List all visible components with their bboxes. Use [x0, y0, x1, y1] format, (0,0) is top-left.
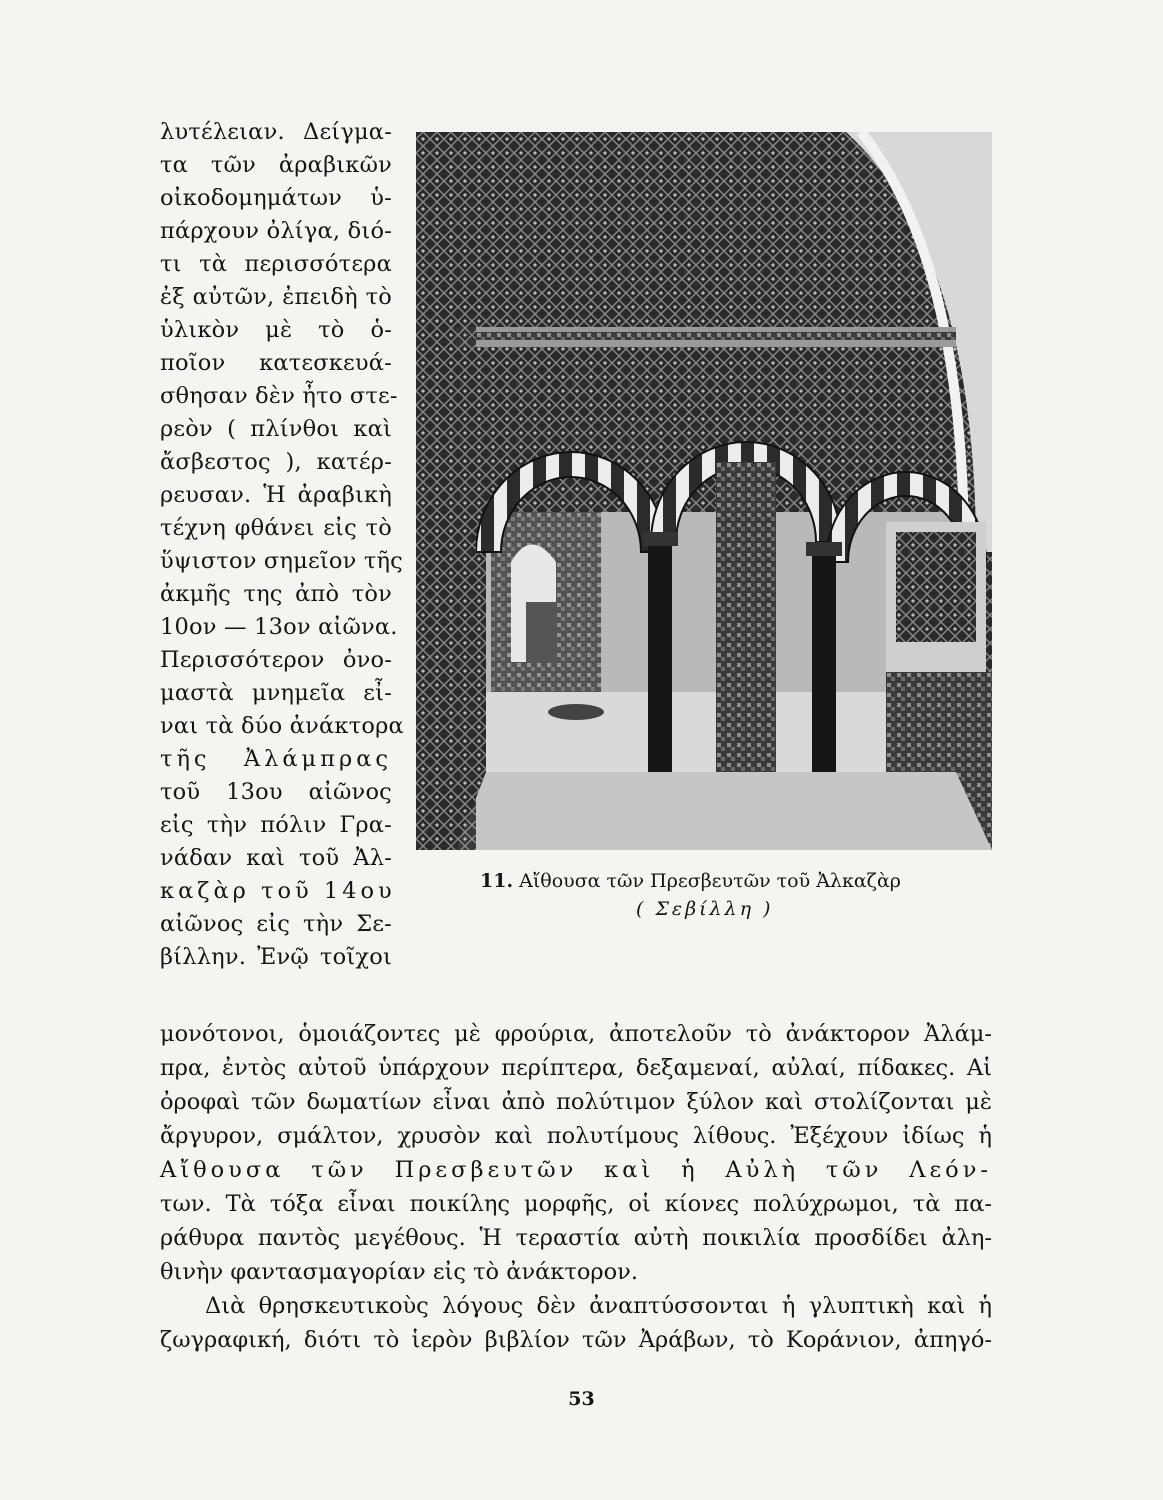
figure-caption: [480, 868, 901, 894]
text-line: τέχνη φθάνει εἰς τὸ: [160, 515, 392, 541]
text-line: ρευσαν. Ἡ ἀραβικὴ: [160, 482, 392, 508]
text-line: Περισσότερον ὀνο-: [160, 647, 392, 673]
text-line: Αἴθουσα τῶν Πρεσβευτῶν καὶ ἡ Αὐλὴ τῶν Λεόν-: [160, 1157, 992, 1183]
text-line: ὑλικὸν μὲ τὸ ὁ-: [160, 317, 392, 343]
text-line: τῆς Ἀλάμπρας: [160, 746, 392, 772]
text-line: πρα, ἐντὸς αὐτοῦ ὑπάρχουν περίπτερα, δεξαμεναί, αὐλαί, πίδακες. Αἱ: [160, 1055, 992, 1081]
text-line: ἄσβεστος ), κατέρ-: [160, 449, 392, 475]
text-line: οἰκοδομημάτων ὑ-: [160, 185, 392, 211]
text-line: ποῖον κατεσκευά-: [160, 350, 392, 376]
text-line: ναι τὰ δύο ἀνάκτορα: [160, 713, 404, 739]
text-line: καζὰρ τοῦ 14ου: [160, 878, 396, 904]
text-line: τοῦ 13ου αἰῶνος: [160, 779, 392, 805]
text-line: αἰῶνος εἰς τὴν Σε-: [160, 911, 392, 937]
text-line: τα τῶν ἀραβικῶν: [160, 152, 392, 178]
text-line: Διὰ θρησκευτικοὺς λόγους δὲν ἀναπτύσσονται ἡ γλυπτικὴ καὶ ἡ: [205, 1293, 992, 1319]
text-line: ὕψιστον σημεῖον τῆς: [160, 548, 403, 574]
text-line: λυτέλειαν. Δείγμα-: [160, 119, 392, 145]
figure-caption-subtitle: ( Σεβίλλη ): [636, 898, 774, 920]
text-line: ἄργυρον, σμάλτον, χρυσὸν καὶ πολυτίμους λίθους. Ἐξέχουν ἰδίως ἡ: [160, 1123, 992, 1149]
text-line: θινὴν φαντασμαγορίαν εἰς τὸ ἀνάκτορον.: [160, 1259, 638, 1285]
text-line: πάρχουν ὀλίγα, διό-: [160, 218, 392, 244]
text-line: ρεὸν ( πλίνθοι καὶ: [160, 416, 392, 442]
text-line: εἰς τὴν πόλιν Γρα-: [160, 812, 392, 838]
text-line: νάδαν καὶ τοῦ Ἀλ-: [160, 845, 392, 871]
page-number: 53: [568, 1388, 595, 1410]
text-line: ἀκμῆς της ἀπὸ τὸν: [160, 581, 392, 607]
text-line: σθησαν δὲν ἦτο στε-: [160, 383, 398, 409]
text-line: ράθυρα παντὸς μεγέθους. Ἡ τεραστία αὐτὴ ποικιλία προσδίδει ἀλη-: [160, 1225, 992, 1251]
text-line: των. Τὰ τόξα εἶναι ποικίλης μορφῆς, οἱ κίονες πολύχρωμοι, τὰ πα-: [160, 1191, 992, 1217]
text-line: ζωγραφική, διότι τὸ ἱερὸν βιβλίον τῶν Ἀράβων, τὸ Κοράνιον, ἀπηγό-: [160, 1327, 992, 1353]
text-line: ὀροφαὶ τῶν δωματίων εἶναι ἀπὸ πολύτιμον ξύλον καὶ στολίζονται μὲ: [160, 1089, 992, 1115]
figure-caption-text: Αἴθουσα τῶν Πρεσβευτῶν τοῦ Ἀλκαζὰρ: [519, 870, 901, 892]
figure-number: 11.: [480, 870, 514, 892]
text-line: μονότονοι, ὁμοιάζοντες μὲ φρούρια, ἀποτελοῦν τὸ ἀνάκτορον Ἀλάμ-: [160, 1021, 992, 1047]
text-line: 10ον — 13ον αἰῶνα.: [160, 614, 398, 640]
figure-photograph: [416, 132, 992, 850]
text-line: μαστὰ μνημεῖα εἶ-: [160, 680, 392, 706]
text-line: ἐξ αὐτῶν, ἐπειδὴ τὸ: [160, 284, 392, 310]
text-line: βίλλην. Ἐνῷ τοῖχοι: [160, 944, 392, 970]
text-line: τι τὰ περισσότερα: [160, 251, 392, 277]
alcazar-arches-illustration: [416, 132, 992, 850]
